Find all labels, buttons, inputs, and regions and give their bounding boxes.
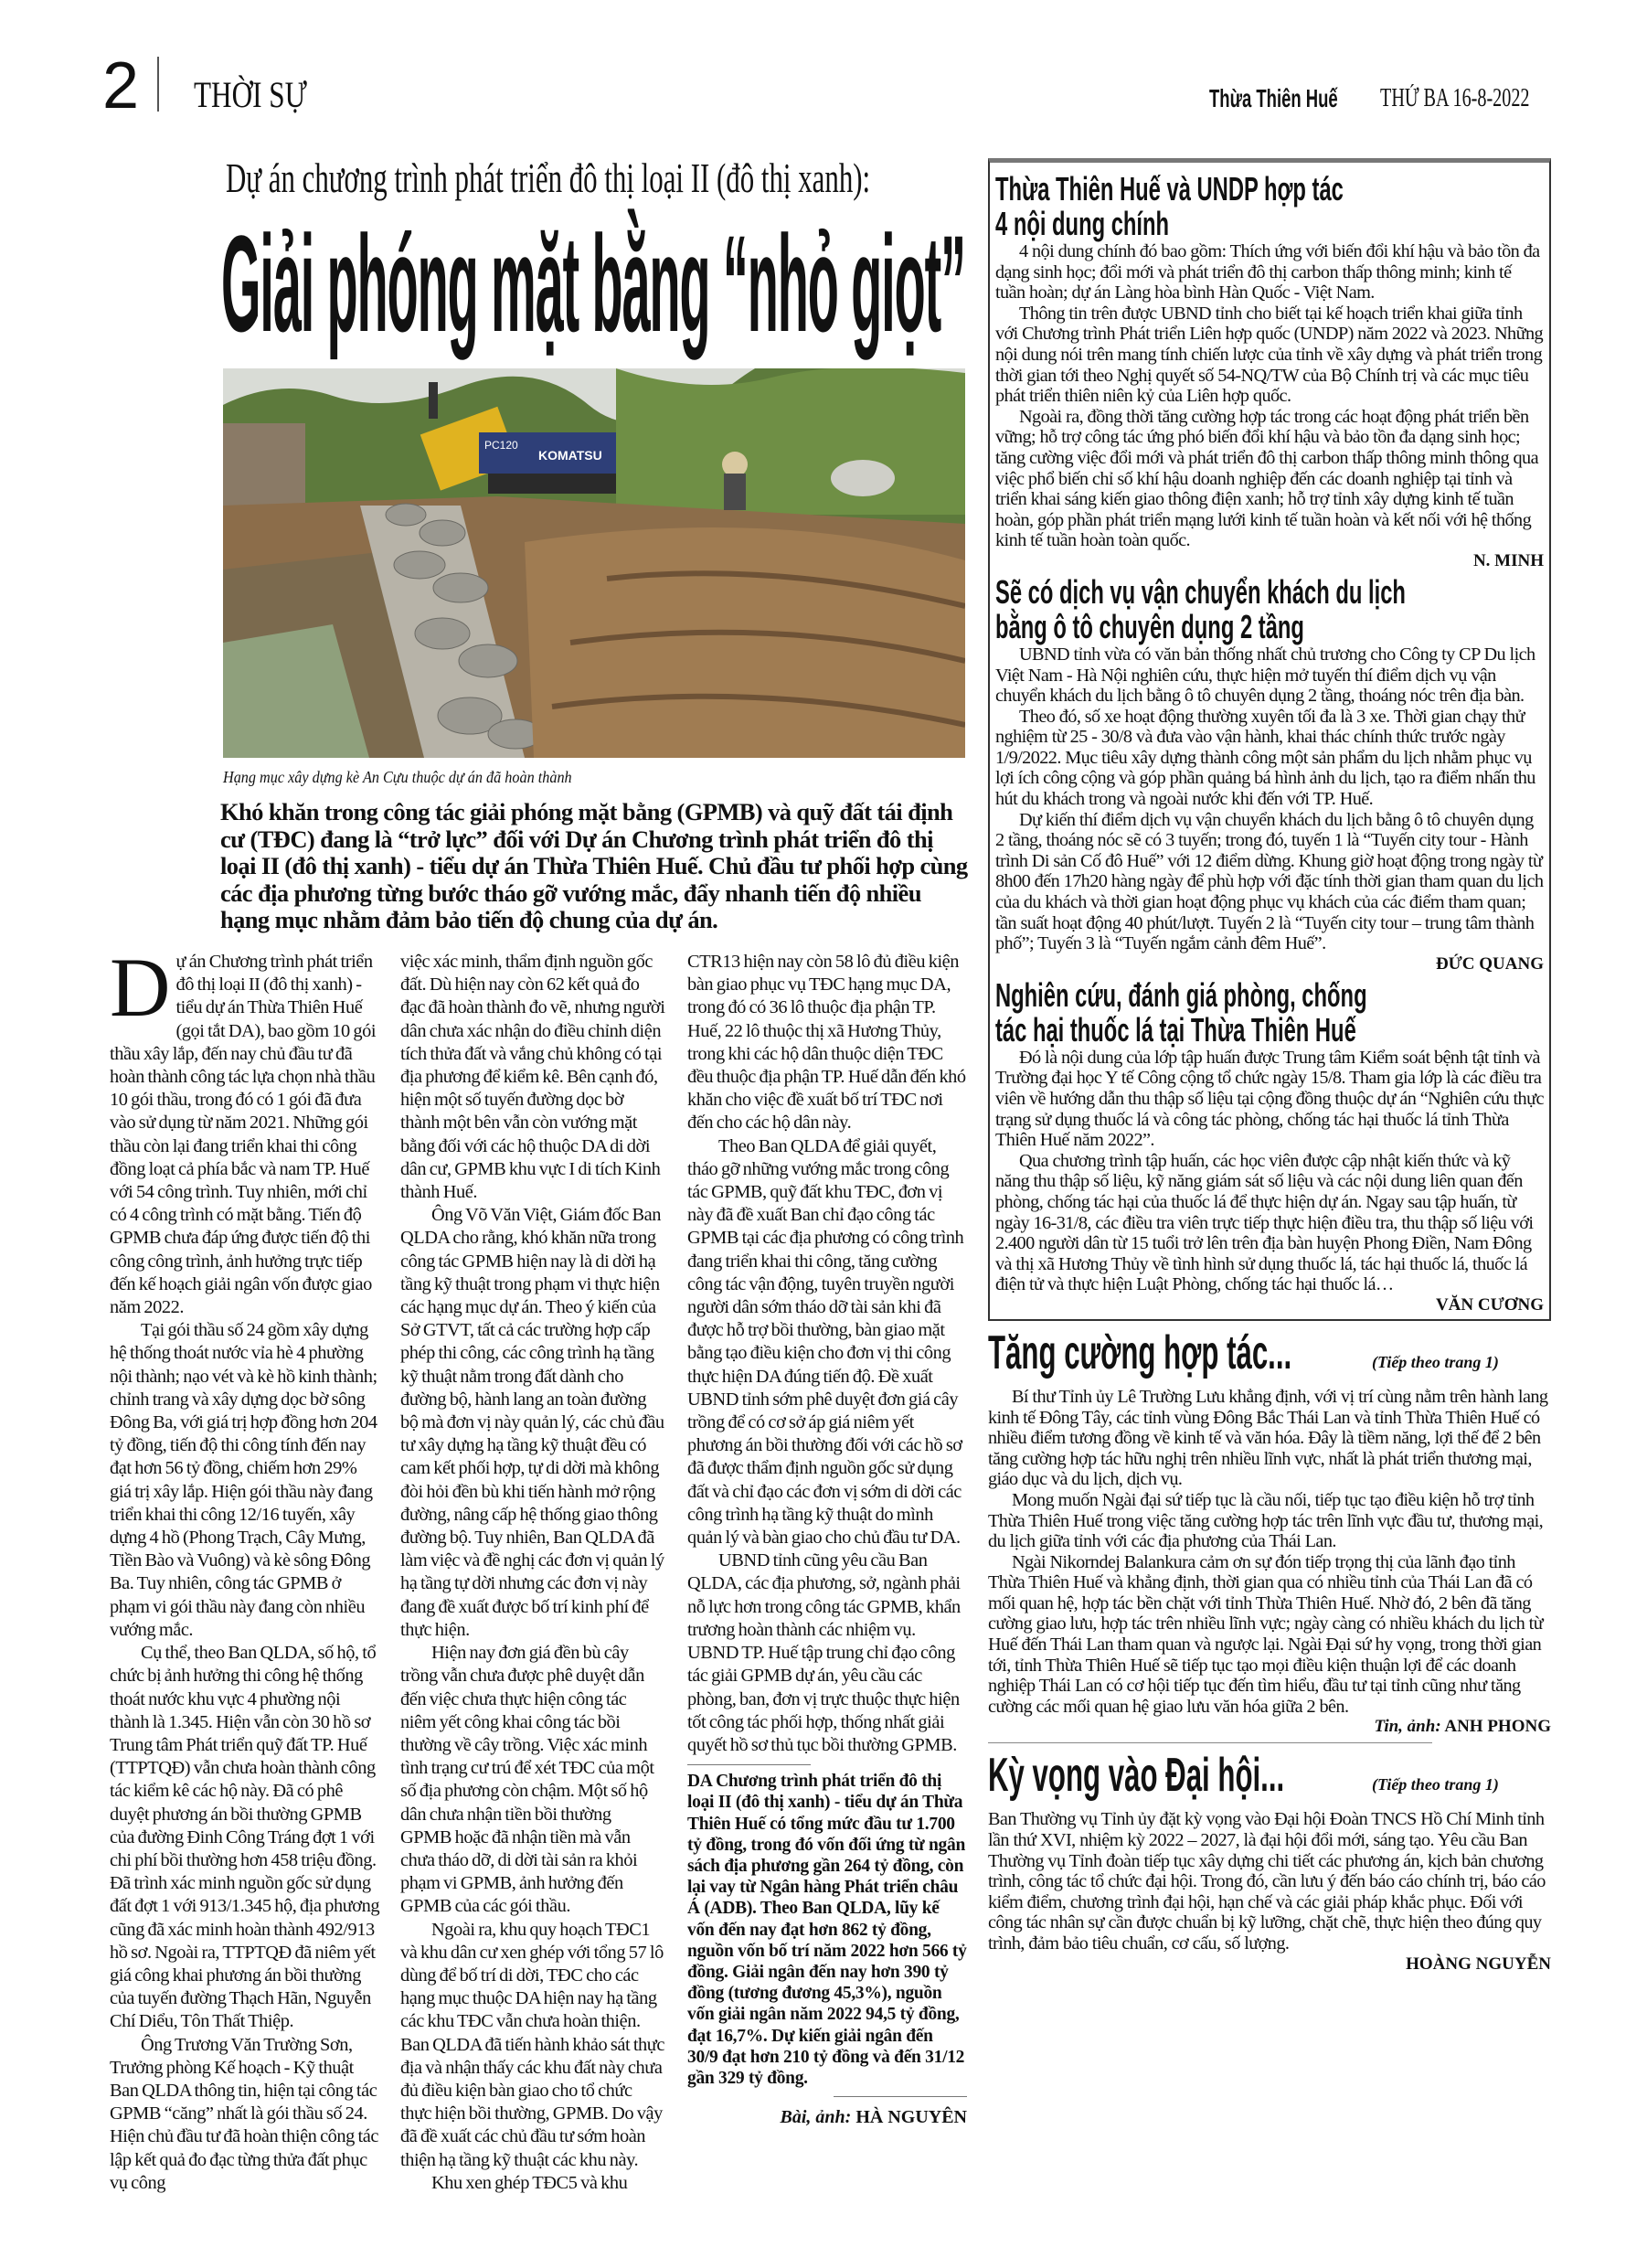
brief-author: VĂN CƯƠNG	[1435, 1294, 1544, 1315]
continued-title: Kỳ vọng vào Đại hội...	[988, 1749, 1285, 1803]
continued-byline: Tin, ảnh: ANH PHONG	[1374, 1717, 1551, 1737]
divider	[988, 1742, 1432, 1743]
brief-body: Đó là nội dung của lớp tập huấn được Trung tâm Kiểm soát bệnh tật tỉnh và Trường đại học Y tế Công cộng tổ chức ngày 15/8. Tham gia lớp là các điều tra viên về hướng dẫn thu thập số liệu tại cộng đồng thuộc dự án “Nghiên cứu thực trạng sử dụng thuốc lá và công tác phòng, chống tác hại thuốc lá tỉnh Thừa Thiên Huế năm 2022”. Qua chương trình tập huấn, các học viên được cập nhật kiến thức và kỹ năng thu thập số liệu, kỹ năng giám sát số liệu và các nội dung liên quan đến phòng, chống tác hại của thuốc lá để thực hiện dự án. Ngay sau tập huấn, từ ngày 16-31/8, các điều tra viên trực tiếp thực hiện điều tra, thu thập số liệu với 2.400 người dân từ 15 tuổi trở lên trên địa bàn huyện Phong Điền, Nam Đông và thị xã Hương Thủy về tình hình sử dụng thuốc lá, tác hại thuốc lá, thuốc lá điện tử và thực hiện Luật Phòng, chống tác hại thuốc lá…	[995, 1047, 1544, 1295]
photo-caption: Hạng mục xây dựng kè An Cựu thuộc dự án đã hoàn thành	[223, 768, 572, 786]
article-paragraph: Dự án Chương trình phát triển đô thị loại II (đô thị xanh) - tiểu dự án Thừa Thiên Huế (gọi tắt DA), bao gồm 10 gói thầu xây lắp, đến nay chủ đầu tư đã hoàn thành công tác lựa chọn nhà thầu 10 gói thầu, trong đó có 1 gói đã đưa vào sử dụng từ năm 2021. Những gói thầu còn lại đang triển khai thi công đồng loạt cả phía bắc và nam TP. Huế với 54 công trình. Tuy nhiên, mới chỉ có 4 công trình có mặt bằng. Tiến độ GPMB chưa đáp ứng được tiến độ thi công công trình, ảnh hưởng trực tiếp đến kế hoạch giải ngân vốn được giao năm 2022.	[110, 941, 377, 1318]
brief-author: N. MINH	[1472, 550, 1544, 570]
article-paragraph: Theo Ban QLDA để giải quyết, tháo gỡ những vướng mắc trong công tác GPMB, quỹ đất khu TĐC, đơn vị này đã đề xuất Ban chỉ đạo công tác GPMB tại các địa phương có công trình đang triển khai thi công, tăng cường công tác vận động, tuyên truyền người người dân sớm tháo dỡ tài sản khi đã được hỗ trợ bồi thường, bàn giao mặt bằng tạo điều kiện cho đơn vị thi công thực hiện DA đúng tiến độ. Đề xuất UBND tỉnh sớm phê duyệt đơn giá cây trồng để có cơ sở áp giá niêm yết phương án bồi thường đối với các hồ sơ đã được thẩm định nguồn gốc sử dụng đất và chỉ đạo các đơn vị sớm di dời các công trình hạ tầng kỹ thuật do mình quản lý và bàn giao cho chủ đầu tư DA.	[687, 1135, 964, 1549]
article-column-3	[687, 951, 967, 2129]
drop-cap: D	[110, 941, 171, 1034]
continued-body: Ban Thường vụ Tỉnh ủy đặt kỳ vọng vào Đại hội Đoàn TNCS Hồ Chí Minh tỉnh lần thứ XVI, nhiệm kỳ 2022 – 2027, là đại hội đổi mới, sáng tạo. Yêu cầu Ban Thường vụ Tỉnh đoàn tiếp tục xây dựng chi tiết các phương án, kịch bản chương trình, công tác tổ chức đại hội. Trong đó, cần lưu ý đến báo cáo chính trị, báo cáo kiểm điểm, chương trình đại hội, hạn chế và các giải pháp khắc phục. Đối với công tác nhân sự cần được chuẩn bị kỹ lưỡng, chặt chẽ, thực hiện theo đúng quy trình, đảm bảo tiêu chuẩn, cơ cấu, số lượng.	[988, 1809, 1546, 1954]
article-lead: Khó khăn trong công tác giải phóng mặt bằng (GPMB) và quỹ đất tái định cư (TĐC) đang là “trở lực” đối với Dự án Chương trình phát triển đô thị loại II (đô thị xanh) - tiểu dự án Thừa Thiên Huế. Chủ đầu tư phối hợp cùng các địa phương từng bước tháo gỡ vướng mắc, đẩy nhanh tiến độ nhiều hạng mục nhằm đảm bảo tiến độ chung của dự án.	[220, 798, 968, 933]
article-kicker: Dự án chương trình phát triển đô thị loại II (đô thị xanh):	[226, 154, 871, 201]
article-paragraph: Hiện nay đơn giá đền bù cây trồng vẫn chưa được phê duyệt dẫn đến việc chưa thực hiện công tác niêm yết công khai công tác bồi thường về cây trồng. Việc xác minh tình trạng cư trú để xét TĐC của một số địa phương còn chậm. Một số hộ dân chưa nhận tiền bồi thường GPMB hoặc đã nhận tiền mà vẫn chưa tháo dỡ, di dời tài sản ra khỏi phạm vi GPMB, ảnh hưởng đến GPMB của các gói thầu.	[400, 1643, 654, 1917]
header-divider	[157, 57, 159, 112]
paper-name: Thừa Thiên Huế	[1209, 84, 1338, 112]
article-column-1	[110, 941, 380, 2195]
page-number: 2	[102, 49, 140, 122]
article-photo	[223, 368, 965, 758]
divider	[687, 1764, 811, 1765]
brief-title: Thừa Thiên Huế và UNDP hợp tác 4 nội dung chính	[995, 170, 1344, 242]
continued-note: (Tiếp theo trang 1)	[1372, 1352, 1499, 1371]
article-column-2	[400, 951, 665, 2195]
brief-title: Nghiên cứu, đánh giá phòng, chống tác hại thuốc lá tại Thừa Thiên Huế	[995, 975, 1367, 1049]
article-paragraph: Ông Trương Văn Trường Sơn, Trưởng phòng Kế hoạch - Kỹ thuật Ban QLDA thông tin, hiện tại công tác GPMB “căng” nhất là gói thầu số 24. Hiện chủ đầu tư đã hoàn thiện công tác lập kết quả đo đạc từng thửa đất phục vụ công	[110, 2034, 378, 2193]
article-title: Giải phóng mặt bằng “nhỏ giọt”	[221, 207, 965, 360]
excavator-model: PC120	[484, 439, 518, 452]
brief-body: UBND tỉnh vừa có văn bản thống nhất chủ trương cho Công ty CP Du lịch Việt Nam - Hà Nội nghiên cứu, thực hiện mở tuyến thí điểm dịch vụ vận chuyển khách du lịch bằng ô tô chuyên dụng 2 tầng, thoáng nóc trên địa bàn. Theo đó, số xe hoạt động thường xuyên tối đa là 3 xe. Thời gian chạy thử nghiệm từ 25 - 30/8 và đưa vào vận hành, khai thác chính thức trước ngày 1/9/2022. Mục tiêu xây dựng thành công một sản phẩm du lịch nhằm phục vụ lợi ích công cộng và góp phần quảng bá hình ảnh du lịch, tạo ra điểm nhấn thu hút du khách trong và ngoài nước khi đến với TP. Huế. Dự kiến thí điểm dịch vụ vận chuyển khách du lịch bằng ô tô chuyên dụng 2 tầng, thoáng nóc sẽ có 3 tuyến; trong đó, tuyến 1 là “Tuyến city tour - Hành trình Di sản Cố đô Huế” với 12 điểm dừng. Khung giờ hoạt động trong ngày từ 8h00 đến 17h20 hàng ngày để phù hợp với đặc tính thời gian tham quan du lịch của du khách và thời gian hoạt động phục vụ khách của các điểm tham quan; tần suất hoạt động 40 phút/lượt. Tuyến 2 là “Tuyến city tour – trung tâm thành phố”; Tuyến 3 là “Tuyến ngắm cảnh đêm Huế”.	[995, 644, 1544, 954]
article-paragraph: Tại gói thầu số 24 gồm xây dựng hệ thống thoát nước vỉa hè 4 phường nội thành; nạo vét và kè hồ kinh thành; chỉnh trang và xây dựng dọc bờ sông Đông Ba, với giá trị hợp đồng hơn 204 tỷ đồng, tiến độ thi công tính đến nay đạt hơn 56 tỷ đồng, chiếm hơn 29% giá trị xây lắp. Hiện gói thầu này đang triển khai thi công 12/16 tuyến, xây dựng 4 hồ (Phong Trạch, Cây Mưng, Tiền Bào và Vuông) và kè sông Đông Ba. Tuy nhiên, công tác GPMB ở phạm vi gói thầu này đang còn nhiều vướng mắc.	[110, 1320, 377, 1640]
article-paragraph: UBND tỉnh cũng yêu cầu Ban QLDA, các địa phương, sở, ngành phải nỗ lực hơn trong công tác GPMB, khẩn trương hoàn thành các nhiệm vụ. UBND TP. Huế tập trung chỉ đạo công tác giải GPMB dự án, yêu cầu các phòng, ban, đơn vị trực thuộc thực hiện tốt công tác phối hợp, thống nhất giải quyết hồ sơ thủ tục bồi thường GPMB.	[687, 1550, 961, 1755]
continued-header	[988, 1749, 1551, 1803]
issue-date: THỨ BA 16-8-2022	[1380, 84, 1530, 112]
article-paragraph: Ngoài ra, khu quy hoạch TĐC1 và khu dân cư xen ghép với tổng 57 lô dùng để bố trí di dời, TĐC cho các hạng mục thuộc DA hiện nay hạ tầng các khu TĐC vẫn chưa hoàn thiện. Ban QLDA đã tiến hành khảo sát thực địa và nhận thấy các khu đất này chưa đủ điều kiện bàn giao cho tổ chức thực hiện bồi thường, GPMB. Do vậy đã đề xuất các chủ đầu tư sớm hoàn thiện hạ tầng kỹ thuật các khu này.	[400, 1919, 664, 2170]
article-paragraph: việc xác minh, thẩm định nguồn gốc đất. Dù hiện nay còn 62 kết quả đo đạc đã hoàn thành đo vẽ, nhưng người dân chưa xác nhận do điều chỉnh diện tích thửa đất và vắng chủ không có tại địa phương để kiểm kê. Bên cạnh đó, hiện một số tuyến đường dọc bờ thành một bên vẫn còn vướng mặt bằng đối với các hộ thuộc DA di dời dân cư, GPMB khu vực I di tích Kinh thành Huế.	[400, 952, 665, 1203]
divider	[834, 2096, 967, 2097]
continued-body: Bí thư Tỉnh ủy Lê Trường Lưu khẳng định, với vị trí cùng nằm trên hành lang kinh tế Đông Tây, các tỉnh vùng Đông Bắc Thái Lan và tỉnh Thừa Thiên Huế có nhiều điểm tương đồng về kinh tế và văn hóa. Đây là tiềm năng, lợi thế để 2 bên tăng cường hợp tác hữu nghị trên nhiều lĩnh vực, nhất là phát triển thương mại, giáo dục và du lịch, dịch vụ. Mong muốn Ngài đại sứ tiếp tục là cầu nối, tiếp tục tạo điều kiện hỗ trợ tỉnh Thừa Thiên Huế trong việc tăng cường hợp tác trên lĩnh vực đầu tư, thương mại, du lịch giữa tỉnh với các địa phương của Thái Lan. Ngài Nikorndej Balankura cảm ơn sự đón tiếp trọng thị của lãnh đạo tỉnh Thừa Thiên Huế và khẳng định, thời gian qua có nhiều tỉnh của Thái Lan đã có mối quan hệ, hợp tác bền chặt với tỉnh Thừa Thiên Huế. Nhờ đó, 2 bên đã tăng cường giao lưu, hợp tác trên nhiều lĩnh vực; ngày càng có nhiều khách du lịch từ Huế đến Thái Lan tham quan và ngược lại. Ngài Đại sứ hy vọng, trong thời gian tới, tỉnh Thừa Thiên Huế sẽ tiếp tục tạo mọi điều kiện thuận lợi để các doanh nghiệp Thái Lan có cơ hội tiếp tục đến tìm hiểu, đầu tư tại tỉnh cũng như tăng cường các mối quan hệ giao lưu văn hóa giữa 2 bên.	[988, 1386, 1548, 1717]
brief-title: Sẽ có dịch vụ vận chuyển khách du lịch bằng ô tô chuyên dụng 2 tầng	[995, 572, 1406, 645]
article-paragraph: CTR13 hiện nay còn 58 lô đủ điều kiện bàn giao phục vụ TĐC hạng mục DA, trong đó có 36 lô thuộc địa phận TP. Huế, 22 lô thuộc thị xã Hương Thủy, trong khi các hộ dân thuộc diện TĐC đều thuộc địa phận TP. Huế dẫn đến khó khăn cho việc đề xuất bố trí TĐC nơi đến cho các hộ dân này.	[687, 952, 966, 1134]
article-paragraph: Ông Võ Văn Việt, Giám đốc Ban QLDA cho rằng, khó khăn nữa trong công tác GPMB hiện nay là di dời hạ tầng kỹ thuật trong phạm vi thực hiện các hạng mục dự án. Theo ý kiến của Sở GTVT, tất cả các trường hợp cấp phép thi công, các công trình hạ tầng kỹ thuật nằm trong đất dành cho đường bộ, hành lang an toàn đường bộ mà đơn vị này quản lý, các chủ đầu tư xây dựng hạ tầng kỹ thuật đều có cam kết phối hợp, tự di dời mà không đòi hỏi đền bù khi tiến hành mở rộng đường, nâng cấp hệ thống giao thông đường bộ. Tuy nhiên, Ban QLDA đã làm việc và đề nghị các đơn vị quản lý hạ tầng tự dời nhưng các đơn vị này đang đề xuất được bố trí kinh phí để thực hiện.	[400, 1205, 664, 1640]
continued-byline: HOÀNG NGUYỄN	[1406, 1954, 1551, 1974]
continued-title: Tăng cường hợp tác...	[988, 1326, 1292, 1379]
excavator-brand: KOMATSU	[538, 448, 602, 463]
right-column	[988, 158, 1551, 1975]
brief-author: ĐỨC QUANG	[1435, 953, 1544, 974]
section-name: THỜI SỰ	[194, 74, 307, 115]
fact-box: DA Chương trình phát triển đô thị loại II (đô thị xanh) - tiểu dự án Thừa Thiên Huế có tổng mức đầu tư 1.700 tỷ đồng, trong đó vốn đối ứng từ ngân sách địa phương gần 264 tỷ đồng, còn lại vay từ Ngân hàng Phát triển châu Á (ADB). Theo Ban QLDA, lũy kế vốn đến nay đạt hơn 862 tỷ đồng, nguồn vốn bố trí năm 2022 hơn 566 tỷ đồng. Giải ngân đến nay hơn 390 tỷ đồng (tương đương 45,3%), nguồn vốn giải ngân năm 2022 94,5 tỷ đồng, đạt 16,7%. Dự kiến giải ngân đến 30/9 đạt hơn 210 tỷ đồng và đến 31/12 gần 329 tỷ đồng.	[687, 1772, 967, 2088]
continued-note: (Tiếp theo trang 1)	[1372, 1775, 1499, 1794]
article-paragraph: Khu xen ghép TĐC5 và khu	[431, 2172, 628, 2193]
brief-body: 4 nội dung chính đó bao gồm: Thích ứng với biến đổi khí hậu và bảo tồn đa dạng sinh học; đổi mới và phát triển đô thị carbon thấp thông minh; kinh tế tuần hoàn; dự án Làng hòa bình Hàn Quốc - Việt Nam. Thông tin trên được UBND tỉnh cho biết tại kế hoạch triển khai giữa tỉnh với Chương trình Phát triển Liên hợp quốc (UNDP) năm 2022 và 2023. Những nội dung nói trên mang tính chiến lược của tỉnh về xây dựng và phát triển trong thời gian tới theo Nghị quyết số 54-NQ/TW của Bộ Chính trị và các mục tiêu phát triển thiên niên kỷ của Liên hợp quốc. Ngoài ra, đồng thời tăng cường hợp tác trong các hoạt động phát triển bền vững; hỗ trợ công tác ứng phó biến đổi khí hậu và bảo tồn đa dạng sinh học; tăng cường việc đổi mới và phát triển đô thị carbon thấp thông minh thông qua việc phổ biến chỉ số khí hậu doanh nghiệp đến các doanh nghiệp tại tỉnh và triển khai sáng kiến giao thông điện xanh; hỗ trợ tỉnh xây dựng kinh tế tuần hoàn, góp phần phát triển mạng lưới kinh tế tuần hoàn và kết nối với hệ thống kinh tế tuần hoàn toàn quốc.	[995, 241, 1544, 551]
article-byline: Bài, ảnh: HÀ NGUYÊN	[780, 2107, 967, 2128]
article-paragraph: Cụ thể, theo Ban QLDA, số hộ, tổ chức bị ảnh hưởng thi công hệ thống thoát nước khu vực 4 phường nội thành là 1.345. Hiện vẫn còn 30 hồ sơ Trung tâm Phát triển quỹ đất TP. Huế (TTPTQĐ) vẫn chưa hoàn thành công tác kiểm kê các hộ này. Đã có phê duyệt phương án bồi thường GPMB của đường Đinh Công Tráng đợt 1 với chi phí bồi thường hơn 458 triệu đồng. Đã trình xác minh nguồn gốc sử dụng đất đợt 1 với 913/1.345 hộ, địa phương cũng đã xác minh hoàn thành 492/913 hồ sơ. Ngoài ra, TTPTQĐ đã niêm yết giá công khai phương án bồi thường của tuyến đường Thạch Hãn, Nguyễn Chí Diểu, Tôn Thất Thiệp.	[110, 1643, 380, 2032]
continued-header	[988, 1328, 1551, 1378]
news-brief-box	[988, 158, 1551, 1321]
